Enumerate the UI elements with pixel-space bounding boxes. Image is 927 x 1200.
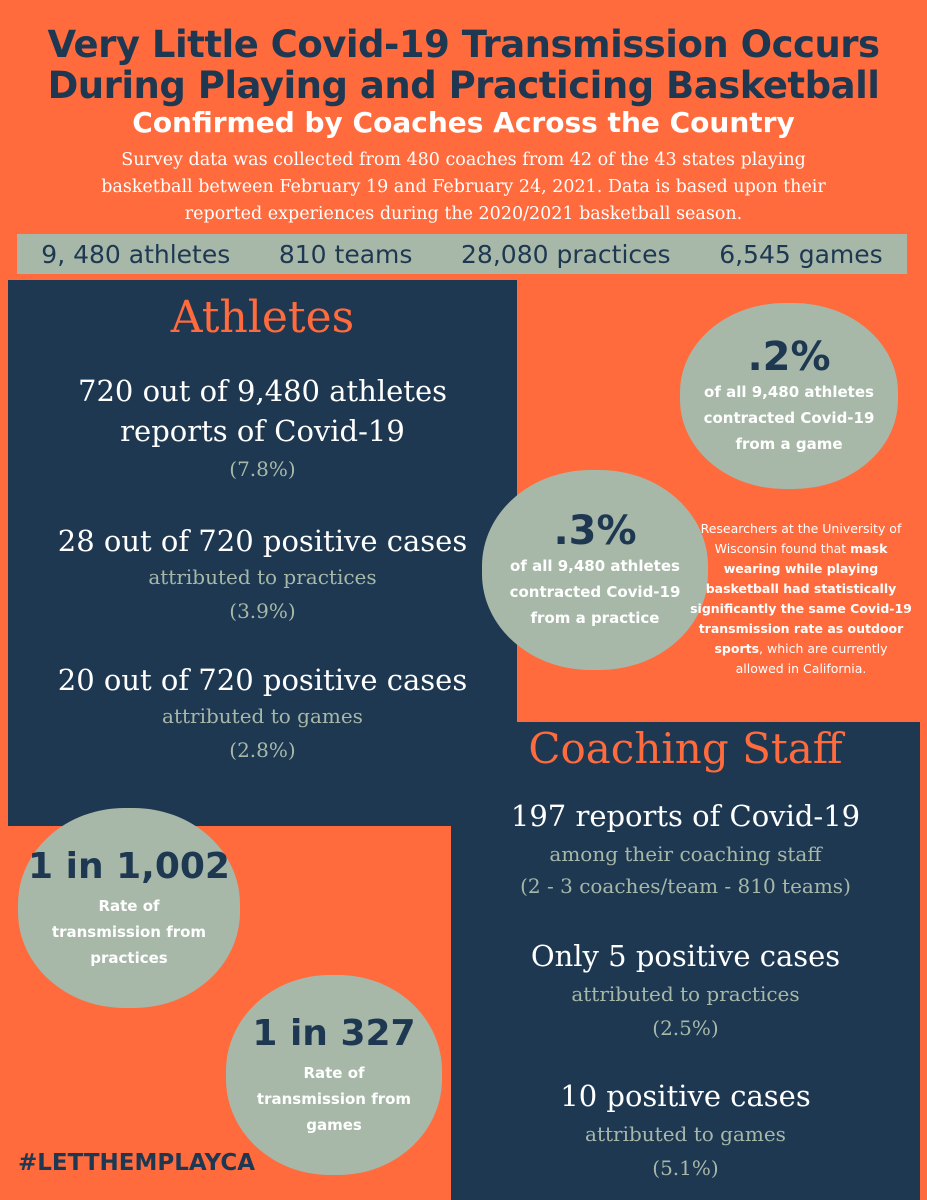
badge-rate-games-text3: games bbox=[306, 1116, 362, 1134]
badge-rate-games-text2: transmission from bbox=[256, 1090, 412, 1108]
badge-rate-games bbox=[226, 975, 442, 1175]
badge-practice-percent bbox=[482, 470, 708, 670]
intro-line-1: Survey data was collected from 480 coaches from 42 of the 43 states playing bbox=[121, 150, 806, 170]
athletes-reports-line2: reports of Covid-19 bbox=[120, 414, 405, 448]
athletes-practices-sub: attributed to practices bbox=[148, 565, 377, 589]
coaching-reports-sub: among their coaching staff bbox=[549, 842, 822, 866]
athletes-heading: Athletes bbox=[170, 292, 355, 343]
athletes-practices-pct: (3.9%) bbox=[229, 599, 296, 623]
badge-game-text2: contracted Covid-19 bbox=[703, 409, 875, 427]
badge-game-text3: from a game bbox=[735, 435, 843, 453]
coaching-reports-line: 197 reports of Covid-19 bbox=[510, 799, 861, 833]
intro-line-3: reported experiences during the 2020/2021 basketball season. bbox=[184, 204, 743, 224]
coaching-games-line: 10 positive cases bbox=[560, 1079, 811, 1113]
research-note bbox=[690, 519, 912, 679]
coaching-practices-line: Only 5 positive cases bbox=[530, 939, 841, 973]
badge-game-text1: of all 9,480 athletes bbox=[704, 383, 874, 401]
athletes-block-games bbox=[8, 660, 517, 764]
badge-rate-games-value: 1 in 327 bbox=[252, 1013, 416, 1054]
badge-rate-practices bbox=[18, 808, 240, 1008]
badge-rate-practices-text2: transmission from bbox=[51, 923, 207, 941]
research-text-end: , which are currently allowed in California. bbox=[735, 641, 888, 676]
intro-line-2: basketball between February 19 and February 24, 2021. Data is based upon their bbox=[101, 177, 826, 197]
badge-practice-text2: contracted Covid-19 bbox=[509, 583, 681, 601]
badge-practice-value: .3% bbox=[553, 508, 637, 554]
athletes-block-practices bbox=[8, 521, 517, 625]
badge-rate-practices-text1: Rate of bbox=[98, 897, 160, 915]
coaching-heading: Coaching Staff bbox=[528, 724, 843, 773]
athletes-games-sub: attributed to games bbox=[162, 704, 363, 728]
coaching-practices-pct: (2.5%) bbox=[652, 1016, 719, 1040]
badge-game-value: .2% bbox=[747, 334, 831, 380]
stats-bar bbox=[17, 234, 907, 274]
coaching-reports-sub2: (2 - 3 coaches/team - 810 teams) bbox=[520, 874, 851, 898]
coaching-games-sub: attributed to games bbox=[585, 1122, 786, 1146]
research-text-bold: mask wearing while playing basketball had statistically significantly the same Covid-19 transmission rate as outdoor sports bbox=[690, 541, 912, 656]
athletes-practices-line: 28 out of 720 positive cases bbox=[57, 524, 468, 558]
coaching-games-pct: (5.1%) bbox=[652, 1156, 719, 1180]
page-title bbox=[0, 24, 927, 106]
athletes-block-reports bbox=[8, 371, 517, 483]
title-line-2: During Playing and Practicing Basketball bbox=[47, 64, 880, 107]
coaching-block-reports bbox=[451, 796, 920, 900]
athletes-games-pct: (2.8%) bbox=[229, 738, 296, 762]
badge-practice-text3: from a practice bbox=[530, 609, 660, 627]
athletes-games-line: 20 out of 720 positive cases bbox=[57, 663, 468, 697]
intro-text bbox=[50, 147, 877, 228]
title-line-1: Very Little Covid-19 Transmission Occurs bbox=[47, 23, 880, 66]
stat-games: 6,545 games bbox=[719, 239, 883, 269]
badge-practice-text1: of all 9,480 athletes bbox=[510, 557, 680, 575]
coaching-block-games bbox=[451, 1076, 920, 1182]
page-subtitle: Confirmed by Coaches Across the Country bbox=[132, 106, 795, 139]
badge-rate-games-text1: Rate of bbox=[303, 1064, 365, 1082]
hashtag: #LETTHEMPLAYCA bbox=[18, 1150, 256, 1176]
badge-game-percent bbox=[680, 303, 898, 489]
badge-rate-practices-text3: practices bbox=[90, 949, 168, 967]
athletes-reports-line1: 720 out of 9,480 athletes bbox=[78, 374, 447, 408]
stat-practices: 28,080 practices bbox=[461, 239, 671, 269]
coaching-practices-sub: attributed to practices bbox=[571, 982, 800, 1006]
athletes-reports-pct: (7.8%) bbox=[229, 457, 296, 481]
coaching-block-practices bbox=[451, 936, 920, 1042]
stat-teams: 810 teams bbox=[278, 239, 413, 269]
stat-athletes: 9, 480 athletes bbox=[41, 239, 231, 269]
research-text-start: Researchers at the University of Wisconsin found that bbox=[700, 521, 902, 556]
badge-rate-practices-value: 1 in 1,002 bbox=[28, 846, 230, 887]
